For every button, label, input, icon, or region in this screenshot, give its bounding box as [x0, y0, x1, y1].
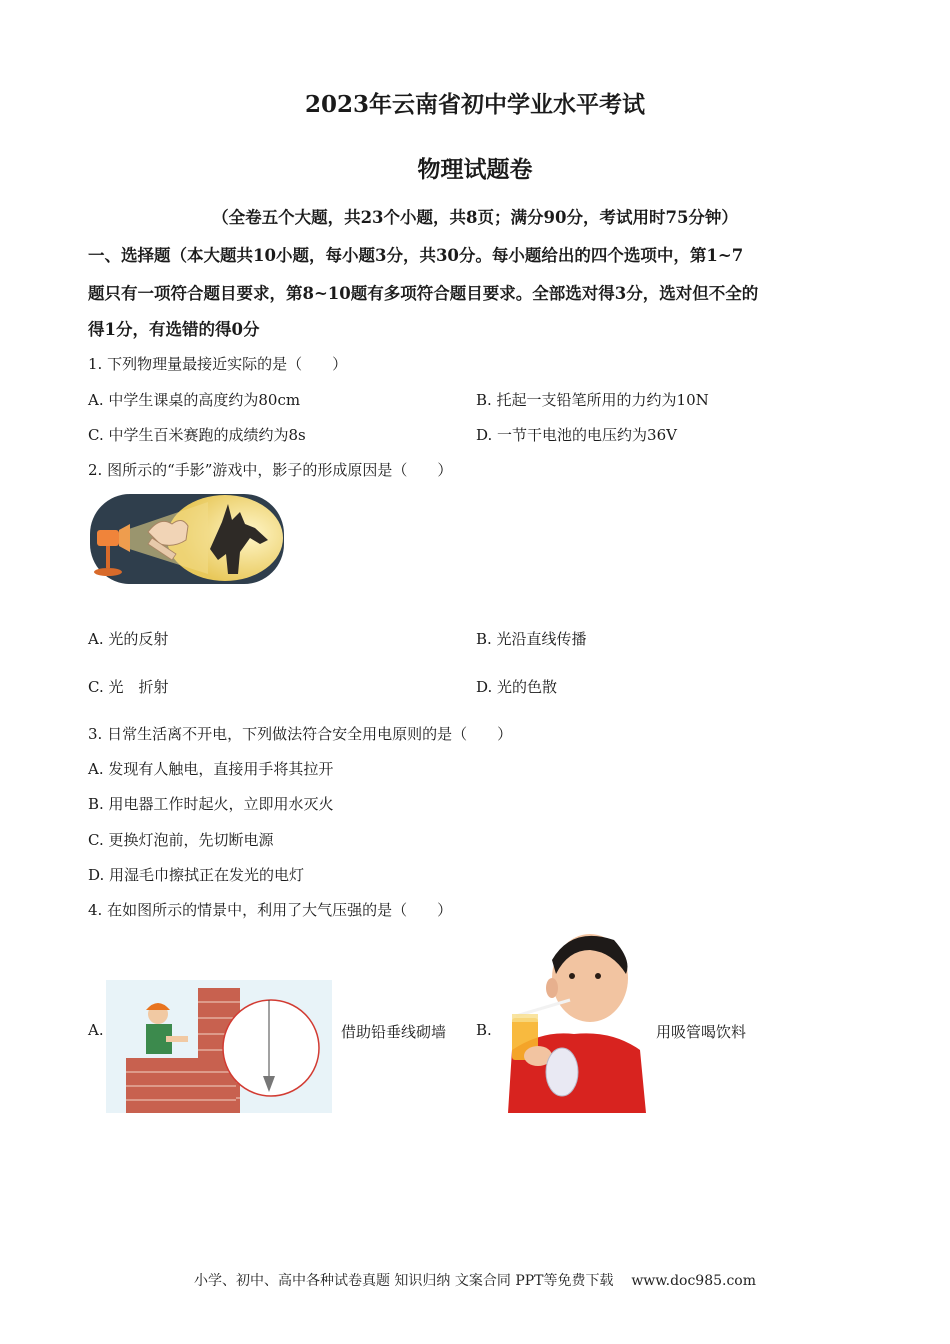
q1-option-c: C. 中学生百米赛跑的成绩约为8s	[88, 426, 306, 444]
exam-info: （全卷五个大题，共23个小题，共8页；满分90分，考试用时75分钟）	[212, 208, 738, 227]
boy-drinking-straw-figure	[502, 930, 646, 1113]
q4-option-b-letter: B.	[476, 1021, 492, 1039]
q3-option-d: D. 用湿毛巾擦拭正在发光的电灯	[88, 866, 305, 884]
plumb-line-wall-figure	[106, 980, 332, 1113]
q2-option-a: A. 光的反射	[88, 630, 169, 648]
exam-title: 2023年云南省初中学业水平考试	[304, 91, 645, 118]
hand-shadow-figure	[90, 494, 284, 584]
q4-option-b-caption: 用吸管喝饮料	[656, 1023, 747, 1041]
q3-option-c: C. 更换灯泡前，先切断电源	[88, 831, 274, 849]
exam-subtitle: 物理试题卷	[417, 156, 533, 183]
q1-option-a: A. 中学生课桌的高度约为80cm	[88, 391, 301, 409]
footer-text: 小学、初中、高中各种试卷真题 知识归纳 文案合同 PPT等免费下载	[193, 1273, 614, 1289]
section1-line-3: 得1分，有选错的得0分	[88, 320, 260, 339]
q1-option-d: D. 一节干电池的电压约为36V	[476, 426, 677, 444]
section1-line-2: 题只有一项符合题目要求，第8~10题有多项符合题目要求。全部选对得3分，选对但不全的	[88, 284, 759, 303]
q2-option-d: D. 光的色散	[476, 678, 558, 696]
q4-stem: 4. 在如图所示的情景中，利用了大气压强的是（ ）	[88, 901, 453, 919]
q2-stem: 2. 图所示的“手影”游戏中，影子的形成原因是（ ）	[88, 461, 453, 479]
q2-option-b: B. 光沿直线传播	[476, 630, 587, 648]
footer-link[interactable]: www.doc985.com	[631, 1273, 757, 1289]
q2-option-c: C. 光 折射	[88, 678, 169, 696]
q4-option-a-caption: 借助铅垂线砌墙	[341, 1023, 447, 1041]
q1-option-b: B. 托起一支铅笔所用的力约为10N	[476, 391, 709, 409]
q3-option-a: A. 发现有人触电，直接用手将其拉开	[88, 760, 334, 778]
q3-option-b: B. 用电器工作时起火，立即用水灭火	[88, 795, 334, 813]
q4-option-a-letter: A.	[88, 1021, 104, 1039]
q1-stem: 1. 下列物理量最接近实际的是（ ）	[88, 355, 348, 373]
page-footer	[0, 1270, 950, 1290]
section1-line-1: 一、选择题（本大题共10小题，每小题3分，共30分。每小题给出的四个选项中，第1~7	[88, 246, 744, 265]
q3-stem: 3. 日常生活离不开电，下列做法符合安全用电原则的是（ ）	[88, 725, 513, 743]
